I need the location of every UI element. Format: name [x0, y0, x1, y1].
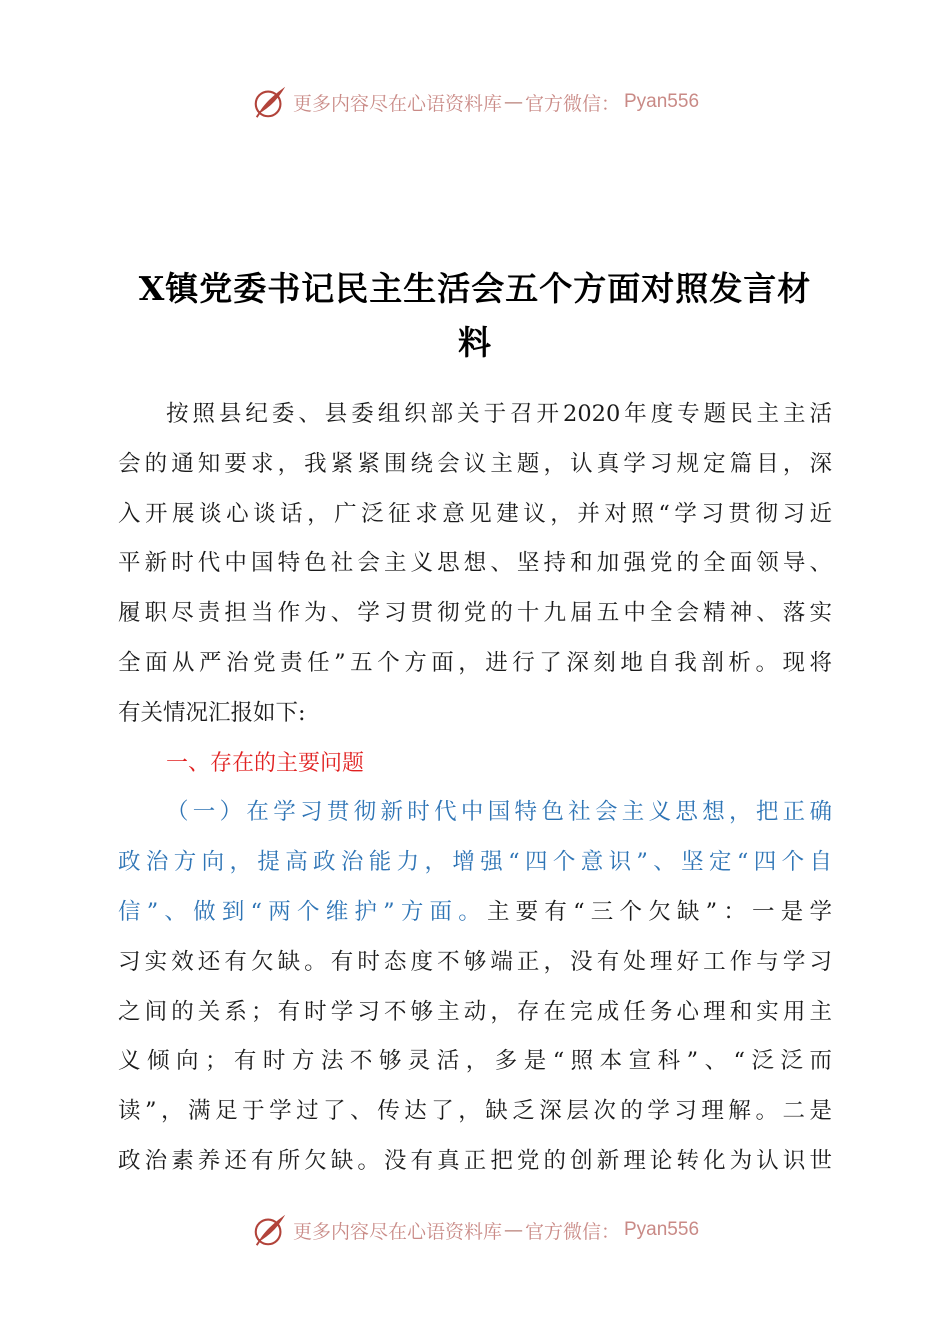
watermark-text: 更多内容尽在心语资料库	[292, 1220, 502, 1243]
document-title	[100, 262, 850, 370]
quill-logo-icon	[251, 83, 289, 121]
mixed-line	[118, 888, 832, 938]
paragraph-line: 习实效还有欠缺。有时态度不够端正，没有处理好工作与学习	[118, 948, 832, 975]
watermark-wechat-label: 官方微信：	[524, 1220, 620, 1243]
watermark-wechat-id: Pyan556	[624, 1219, 700, 1240]
watermark-footer	[0, 1208, 950, 1252]
paragraph-line: 义倾向；有时方法不够灵活，多是“照本宣科”、“泛泛而	[118, 1048, 832, 1075]
watermark-separator: —	[503, 91, 523, 113]
paragraph-line: 入开展谈心谈话，广泛征求意见建议，并对照“学习贯彻习近	[118, 500, 832, 527]
subsection-heading-end: 信”、做到“两个维护”方面。	[118, 898, 487, 925]
document-body	[118, 390, 832, 1187]
watermark-text: 更多内容尽在心语资料库	[292, 92, 502, 115]
paragraph-line: 全面从严治党责任”五个方面，进行了深刻地自我剖析。现将	[118, 649, 832, 676]
watermark-wechat-label: 官方微信：	[524, 92, 620, 115]
paragraph-text: 主要有“三个欠缺”：一是学	[486, 898, 832, 925]
title-line: X镇党委书记民主生活会五个方面对照发言材	[138, 269, 812, 308]
paragraph-line: 会的通知要求，我紧紧围绕会议主题，认真学习规定篇目，深	[118, 450, 832, 477]
section-heading: 一、存在的主要问题	[166, 750, 365, 776]
paragraph-line: 按照县纪委、县委组织部关于召开2020年度专题民主主活	[166, 401, 832, 427]
paragraph-line: 政治素养还有所欠缺。没有真正把党的创新理论转化为认识世	[118, 1147, 832, 1174]
paragraph-line: 履职尽责担当作为、学习贯彻党的十九届五中全会精神、落实	[118, 600, 832, 627]
subsection-heading-line: 政治方向，提高政治能力，增强“四个意识”、坚定“四个自	[118, 849, 832, 876]
subsection-heading-line: （一）在学习贯彻新时代中国特色社会主义思想，把正确	[166, 799, 832, 826]
paragraph-line: 之间的关系；有时学习不够主动，存在完成任务心理和实用主	[118, 998, 832, 1025]
quill-logo-icon	[251, 1211, 289, 1249]
watermark-wechat-id: Pyan556	[624, 91, 700, 112]
title-line: 料	[458, 323, 492, 362]
watermark-separator: —	[503, 1219, 523, 1241]
paragraph-line: 读”，满足于学过了、传达了，缺乏深层次的学习理解。二是	[118, 1098, 832, 1125]
watermark-header	[0, 80, 950, 124]
paragraph-line: 有关情况汇报如下:	[118, 699, 306, 726]
paragraph-line: 平新时代中国特色社会主义思想、坚持和加强党的全面领导、	[118, 550, 832, 577]
